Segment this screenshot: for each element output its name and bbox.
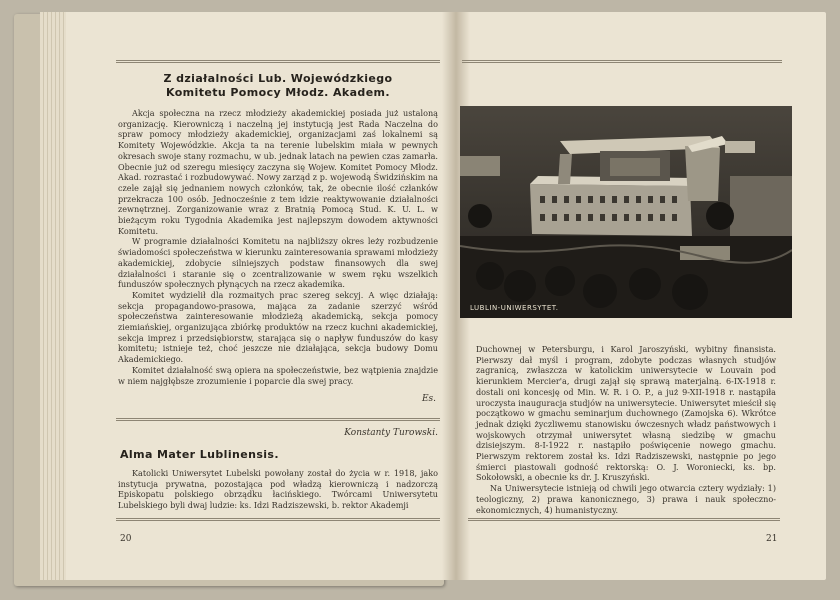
article-paragraph-3: Komitet wydzielił dla rozmaitych prac szereg sekcyj. A więc działają: sekcja propagandowo-prasowa, mająca za zadanie szerzyć wśród społeczeństwa zainteresowanie młodzieżą akademicką, sekcja pomocy ziemiańskiej, organizująca zbiórkę produktów na rzecz kuchni akademickiej, sekcja imprez i przedsiębiorstw, starająca się o napływ funduszów do kasy komitetu; istnieje też, choć jeszcze nie działająca, sekcja budowy Domu Akademickiego.: [118, 289, 438, 365]
signature-initials: Es.: [421, 394, 436, 404]
signature-author: Konstanty Turowski.: [344, 428, 438, 438]
article-paragraph-1: Akcja społeczna na rzecz młodzieży akademickiej posiada już ustaloną organizację. Kierowniczą i naczelną jej instytucją jest Rada Naczelna do spraw pomocy młodzieży akademickiej, organizacjami zaś lokalnemi są Komitety Wojewódzkie. Akcja ta na terenie lubelskim miała w pewnych okresach swoje stany rozmachu, w ub. jednak latach na pewien czas zamarła. Obecnie już od szeregu miesięcy zaczyna się Wojew. Komitet Pomocy Młodz. Akad. rozrastać i rozbudowywać. Nowy zarząd z p. wojewodą Świdzińskim na czele zajął się jednaniem nowych członków, tak, że obecnie ilość człanków przekracza 100 osób. Jednocześnie z tem idzie reaktywowanie działalności zewnętrznej. Zorganizowanie wraz z Bratnią Pomocą Stud. K. U. L. w bieżącym roku Tygodnia Akademika jest najlepszym dowodem aktywności Komitetu.: [118, 108, 438, 236]
bottom-rule-left: [116, 518, 440, 521]
photo-caption: LUBLIN-UNIWERSYTET.: [470, 304, 559, 312]
article-paragraph-2: W programie działalności Komitetu na najbliższy okres leży rozbudzenie świadomości społeczeństwa w kierunku zainteresowania sprawami młodzieży akademickiej, zdobycie silniejszych podstaw finansowych dla swej działalności i staranie się o zcentralizowanie w swem ręku wszelkich funduszów społecznych płynących na rzecz akademika.: [118, 236, 438, 290]
alma-mater-body: [118, 468, 438, 511]
page-number-left: 20: [120, 534, 132, 544]
article-body: [118, 108, 438, 386]
alma-mater-paragraph-1: Katolicki Uniwersytet Lubelski powołany został do życia w r. 1918, jako instytucja prywatna, pozostająca pod władzą kierowniczą i nadzorczą Episkopatu polskiego obrządku łacińskiego. Twórcami Uniwersytetu Lubelskiego byli dwaj ludzie: ks. Idzi Radziszewski, b. rektor Akademji: [118, 468, 438, 511]
section-heading-alma-mater: Alma Mater Lublinensis.: [120, 448, 279, 461]
right-paragraph-2: Na Uniwersytecie istnieją od chwili jego otwarcia cztery wydziały: 1) teologiczny, 2) prawa kanonicznego, 3) prawa i nauk społeczno-ekonomicznych, 4) humanistyczny.: [476, 483, 776, 515]
page-stack-edge: [40, 12, 66, 580]
top-rule-right: [462, 60, 782, 63]
aerial-photo-illustration: [460, 106, 792, 318]
top-rule-left: [116, 60, 440, 63]
article-paragraph-4: Komitet działalność swą opiera na społeczeństwie, bez wątpienia znajdzie w niem najgłębsze zrozumienie i poparcie dla swej pracy.: [118, 364, 438, 386]
university-photo: [460, 106, 792, 318]
section-heading-line2: Komitetu Pomocy Młodz. Akadem.: [165, 86, 390, 99]
page-number-right: 21: [766, 534, 778, 544]
right-page-body: [476, 344, 776, 515]
mid-rule-left: [116, 418, 440, 421]
right-paragraph-1: Duchownej w Petersburgu, i Karol Jaroszyński, wybitny finansista. Pierwszy dał myśl i program, zdobyte podczas własnych studjów zagranicą, zwłaszcza w katolickim uniwersytecie w Louvain pod kierunkiem Mercier'a, drugi zajął się sprawą materjalną. 6-IX-1918 r. dostali oni koncesję od Min. W. R. i O. P., a już 9-XII-1918 r. nastąpiła uroczysta inauguracja studjów na uniwersytecie. Uniwersytet mieścił się początkowo w gmachu seminarjum duchownego (Zamojska 6). Wkrótce jednak dzięki życzliwemu stanowisku ówczesnych władz państwowych i wojskowych otrzymał uniwersytet własną siedzibę w gmachu dzisiejszym. 8-I-1922 r. nastąpiło poświęcenie nowego gmachu. Pierwszym rektorem został ks. Idzi Radziszewski, następnie po jego śmierci piastowali godność rektorską: O. J. Woroniecki, ks. bp. Sokołowski, a obecnie ks dr. J. Kruszyński.: [476, 344, 776, 483]
bottom-rule-right: [468, 518, 780, 521]
section-heading-line1: Z działalności Lub. Wojewódzkiego: [163, 72, 393, 85]
